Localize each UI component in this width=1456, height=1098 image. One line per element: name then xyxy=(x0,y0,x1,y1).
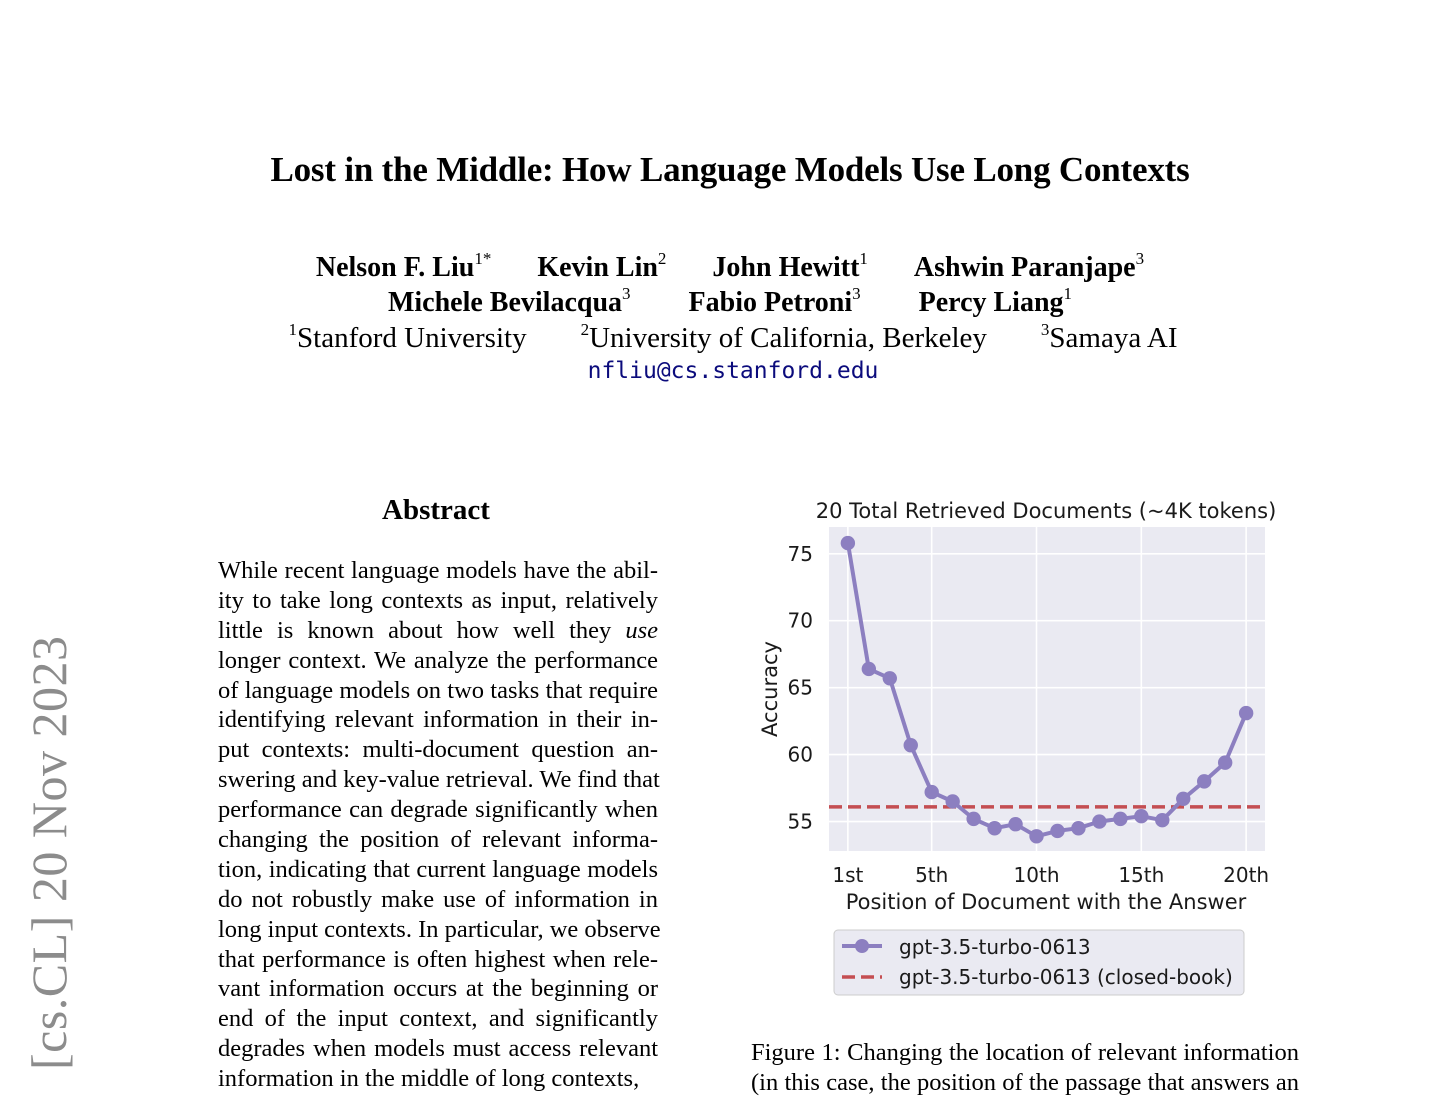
emphasis-word: use xyxy=(625,616,658,644)
data-point xyxy=(945,794,959,808)
x-tick-label: 20th xyxy=(1223,863,1270,887)
chart-legend xyxy=(834,930,1244,995)
data-point xyxy=(1197,774,1211,788)
author: Fabio Petroni$^3$ xyxy=(688,284,861,318)
figure-caption xyxy=(751,1038,1299,1098)
data-point xyxy=(904,738,918,752)
abstract-line: identifying relevant information in their in- xyxy=(218,706,658,734)
x-tick-label: 5th xyxy=(915,863,949,887)
abstract-body xyxy=(218,556,661,1094)
abstract-line: long input contexts. In particular, we observe xyxy=(218,915,661,943)
data-point xyxy=(883,671,897,685)
data-point xyxy=(1071,821,1085,835)
abstract-line: vant information occurs at the beginning or xyxy=(218,975,658,1003)
x-tick-label: 1st xyxy=(832,863,864,887)
affiliation: $^3$Samaya AI xyxy=(1040,320,1178,354)
author-list-line-1 xyxy=(0,249,1456,284)
y-tick-label: 55 xyxy=(787,809,813,834)
data-point xyxy=(1176,792,1190,806)
legend-label: gpt-3.5-turbo-0613 xyxy=(899,935,1091,959)
data-point xyxy=(1029,829,1043,843)
author: Percy Liang$^1$ xyxy=(918,284,1073,318)
y-tick-label: 65 xyxy=(787,675,813,700)
legend-swatch-marker xyxy=(855,939,869,953)
abstract-line: While recent language models have the abil- xyxy=(218,557,658,584)
abstract-line: end of the input context, and significantly xyxy=(218,1005,658,1033)
abstract-line: put contexts: multi-document question an- xyxy=(218,736,658,764)
x-tick-label: 10th xyxy=(1013,863,1060,887)
contact-email[interactable]: nfliu@cs.stanford.edu xyxy=(587,358,879,384)
affiliation: $^1$Stanford University xyxy=(288,320,527,354)
data-point xyxy=(1218,755,1232,769)
abstract-line: longer context. We analyze the performance xyxy=(218,646,658,674)
affiliation: $^2$University of California, Berkeley xyxy=(580,320,987,354)
abstract-line: information in the middle of long contexts, xyxy=(218,1065,640,1093)
author-list-line-2 xyxy=(0,284,1456,319)
data-point xyxy=(987,821,1001,835)
y-tick-label: 75 xyxy=(787,541,813,566)
author: Ashwin Paranjape$^3$ xyxy=(913,249,1145,283)
abstract-line: degrades when models must access relevant xyxy=(218,1035,658,1063)
y-axis-label: Accuracy xyxy=(758,641,782,737)
accuracy-line-chart xyxy=(750,490,1310,1010)
data-point xyxy=(1134,809,1148,823)
data-point xyxy=(1155,813,1169,827)
data-point xyxy=(841,536,855,550)
legend-label: gpt-3.5-turbo-0613 (closed-book) xyxy=(899,965,1233,989)
author: Michele Bevilacqua$^3$ xyxy=(387,284,631,318)
x-tick-label: 15th xyxy=(1118,863,1165,887)
affiliations xyxy=(0,322,1456,355)
data-point xyxy=(966,812,980,826)
y-tick-label: 60 xyxy=(787,742,813,767)
chart-title: 20 Total Retrieved Documents (~4K tokens) xyxy=(815,499,1277,523)
abstract-line: do not robustly make use of information in xyxy=(218,885,658,913)
author: John Hewitt$^1$ xyxy=(712,249,868,283)
data-point xyxy=(862,662,876,676)
data-point xyxy=(1239,706,1253,720)
abstract-line: performance can degrade significantly when xyxy=(218,796,658,824)
author: Kevin Lin$^2$ xyxy=(537,249,667,283)
author: Nelson F. Liu$^{1*}$ xyxy=(315,249,492,283)
abstract-line: changing the position of relevant informa- xyxy=(218,826,658,854)
abstract-line: swering and key-value retrieval. We find that xyxy=(218,766,660,794)
data-point xyxy=(1050,824,1064,838)
caption-line: (in this case, the position of the passage that answers an xyxy=(751,1069,1299,1096)
abstract-line: tion, indicating that current language models xyxy=(218,855,658,883)
abstract-heading: Abstract xyxy=(382,494,490,526)
y-tick-label: 70 xyxy=(787,608,813,633)
abstract-line: of language models on two tasks that require xyxy=(218,676,658,704)
data-point xyxy=(1008,817,1022,831)
abstract-line: little is known about how well they use xyxy=(218,616,658,644)
caption-line: Figure 1: Changing the location of relevant information xyxy=(751,1039,1299,1066)
data-point xyxy=(1092,814,1106,828)
data-point xyxy=(1113,812,1127,826)
abstract-line: that performance is often highest when rele- xyxy=(218,945,658,973)
data-point xyxy=(925,785,939,799)
abstract-line: ity to take long contexts as input, relatively xyxy=(218,586,658,614)
x-axis-label: Position of Document with the Answer xyxy=(845,890,1247,914)
paper-title: Lost in the Middle: How Language Models Use Long Contexts xyxy=(270,150,1190,189)
arxiv-stamp: [cs.CL] 20 Nov 2023 xyxy=(21,635,77,1070)
